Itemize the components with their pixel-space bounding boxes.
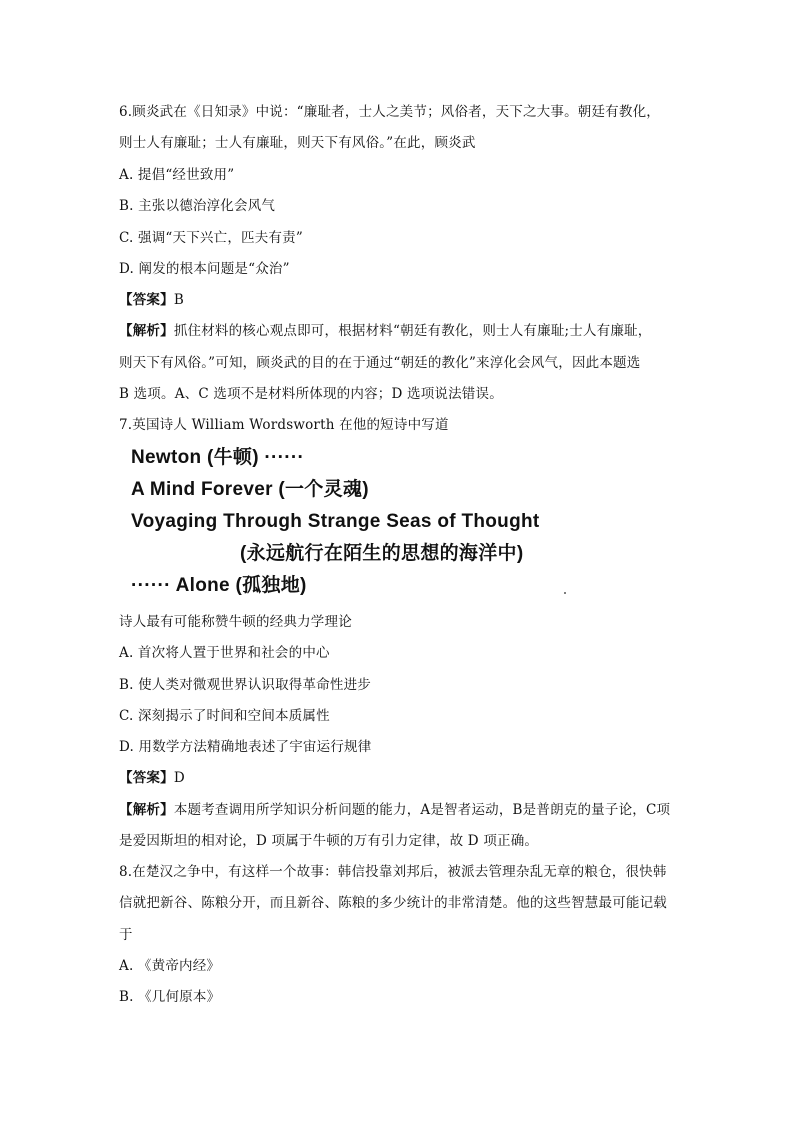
q8-stem-line1: 8.在楚汉之争中，有这样一个故事：韩信投靠刘邦后，被派去管理杂乱无章的粮仓，很快韩	[119, 864, 667, 880]
q6-stem-line1: 6.顾炎武在《日知录》中说：“廉耻者，士人之美节；风俗者，天下之大事。朝廷有教化，	[119, 104, 660, 120]
q8-option-b: B. 《几何原本》	[119, 989, 221, 1005]
q8-stem-line2: 信就把新谷、陈粮分开，而且新谷、陈粮的多少统计的非常清楚。他的这些智慧最可能记载	[119, 895, 667, 911]
q7-option-c: C. 深刻揭示了时间和空间本质属性	[119, 708, 330, 724]
q6-answer-value: B	[173, 292, 184, 308]
q7-option-a: A. 首次将人置于世界和社会的中心	[119, 645, 330, 661]
q6-answer-tag: 【答案】	[119, 292, 174, 308]
q7-analysis-line1	[119, 800, 679, 820]
q7-option-d: D. 用数学方法精确地表述了宇宙运行规律	[119, 739, 372, 755]
poem-line-5: ······ Alone (孤独地)	[131, 575, 307, 596]
poem-line-1: Newton (牛顿) ······	[131, 447, 305, 468]
q7-option-b: B. 使人类对微观世界认识取得革命性进步	[119, 677, 372, 693]
q6-option-d: D. 阐发的根本问题是“众治”	[119, 261, 290, 277]
q7-analysis-text1: 本题考查调用所学知识分析问题的能力，A是智者运动，B是普朗克的量子论，C项	[173, 802, 671, 818]
poem-line-2: A Mind Forever (一个灵魂)	[131, 479, 369, 500]
q7-answer-tag: 【答案】	[119, 770, 174, 786]
poem-line-4: (永远航行在陌生的思想的海洋中)	[240, 543, 524, 564]
q6-stem-line2: 则士人有廉耻；士人有廉耻，则天下有风俗。”在此，顾炎武	[119, 135, 476, 151]
q7-answer-value: D	[173, 770, 185, 786]
q8-option-a: A. 《黄帝内经》	[119, 958, 221, 974]
q6-analysis-tag: 【解析】	[119, 323, 174, 339]
q7-analysis-line2: 是爱因斯坦的相对论，D 项属于牛顿的万有引力定律，故 D 项正确。	[119, 833, 539, 849]
q7-stem: 7.英国诗人 William Wordsworth 在他的短诗中写道	[119, 417, 449, 433]
poem-line-3: Voyaging Through Strange Seas of Thought	[131, 511, 540, 532]
q7-answer	[119, 768, 679, 788]
q8-stem-line3: 于	[119, 927, 133, 943]
q6-analysis-line1	[119, 321, 679, 341]
q6-analysis-line2: 则天下有风俗。”可知，顾炎武的目的在于通过“朝廷的教化”来淳化会风气，因此本题选	[119, 355, 641, 371]
q6-analysis-text1: 抓住材料的核心观点即可，根据材料“朝廷有教化，则士人有廉耻;士人有廉耻，	[173, 323, 652, 339]
q6-analysis-line3: B 选项。A、C 选项不是材料所体现的内容；D 选项说法错误。	[119, 386, 503, 402]
q6-answer	[119, 290, 679, 310]
q6-option-b: B. 主张以德治淳化会风气	[119, 198, 276, 214]
q7-question: 诗人最有可能称赞牛顿的经典力学理论	[119, 614, 352, 630]
q7-analysis-tag: 【解析】	[119, 802, 174, 818]
q6-option-c: C. 强调“天下兴亡，匹夫有责”	[119, 230, 303, 246]
poem-image-speck	[564, 592, 566, 594]
q6-option-a: A. 提倡“经世致用”	[119, 167, 235, 183]
